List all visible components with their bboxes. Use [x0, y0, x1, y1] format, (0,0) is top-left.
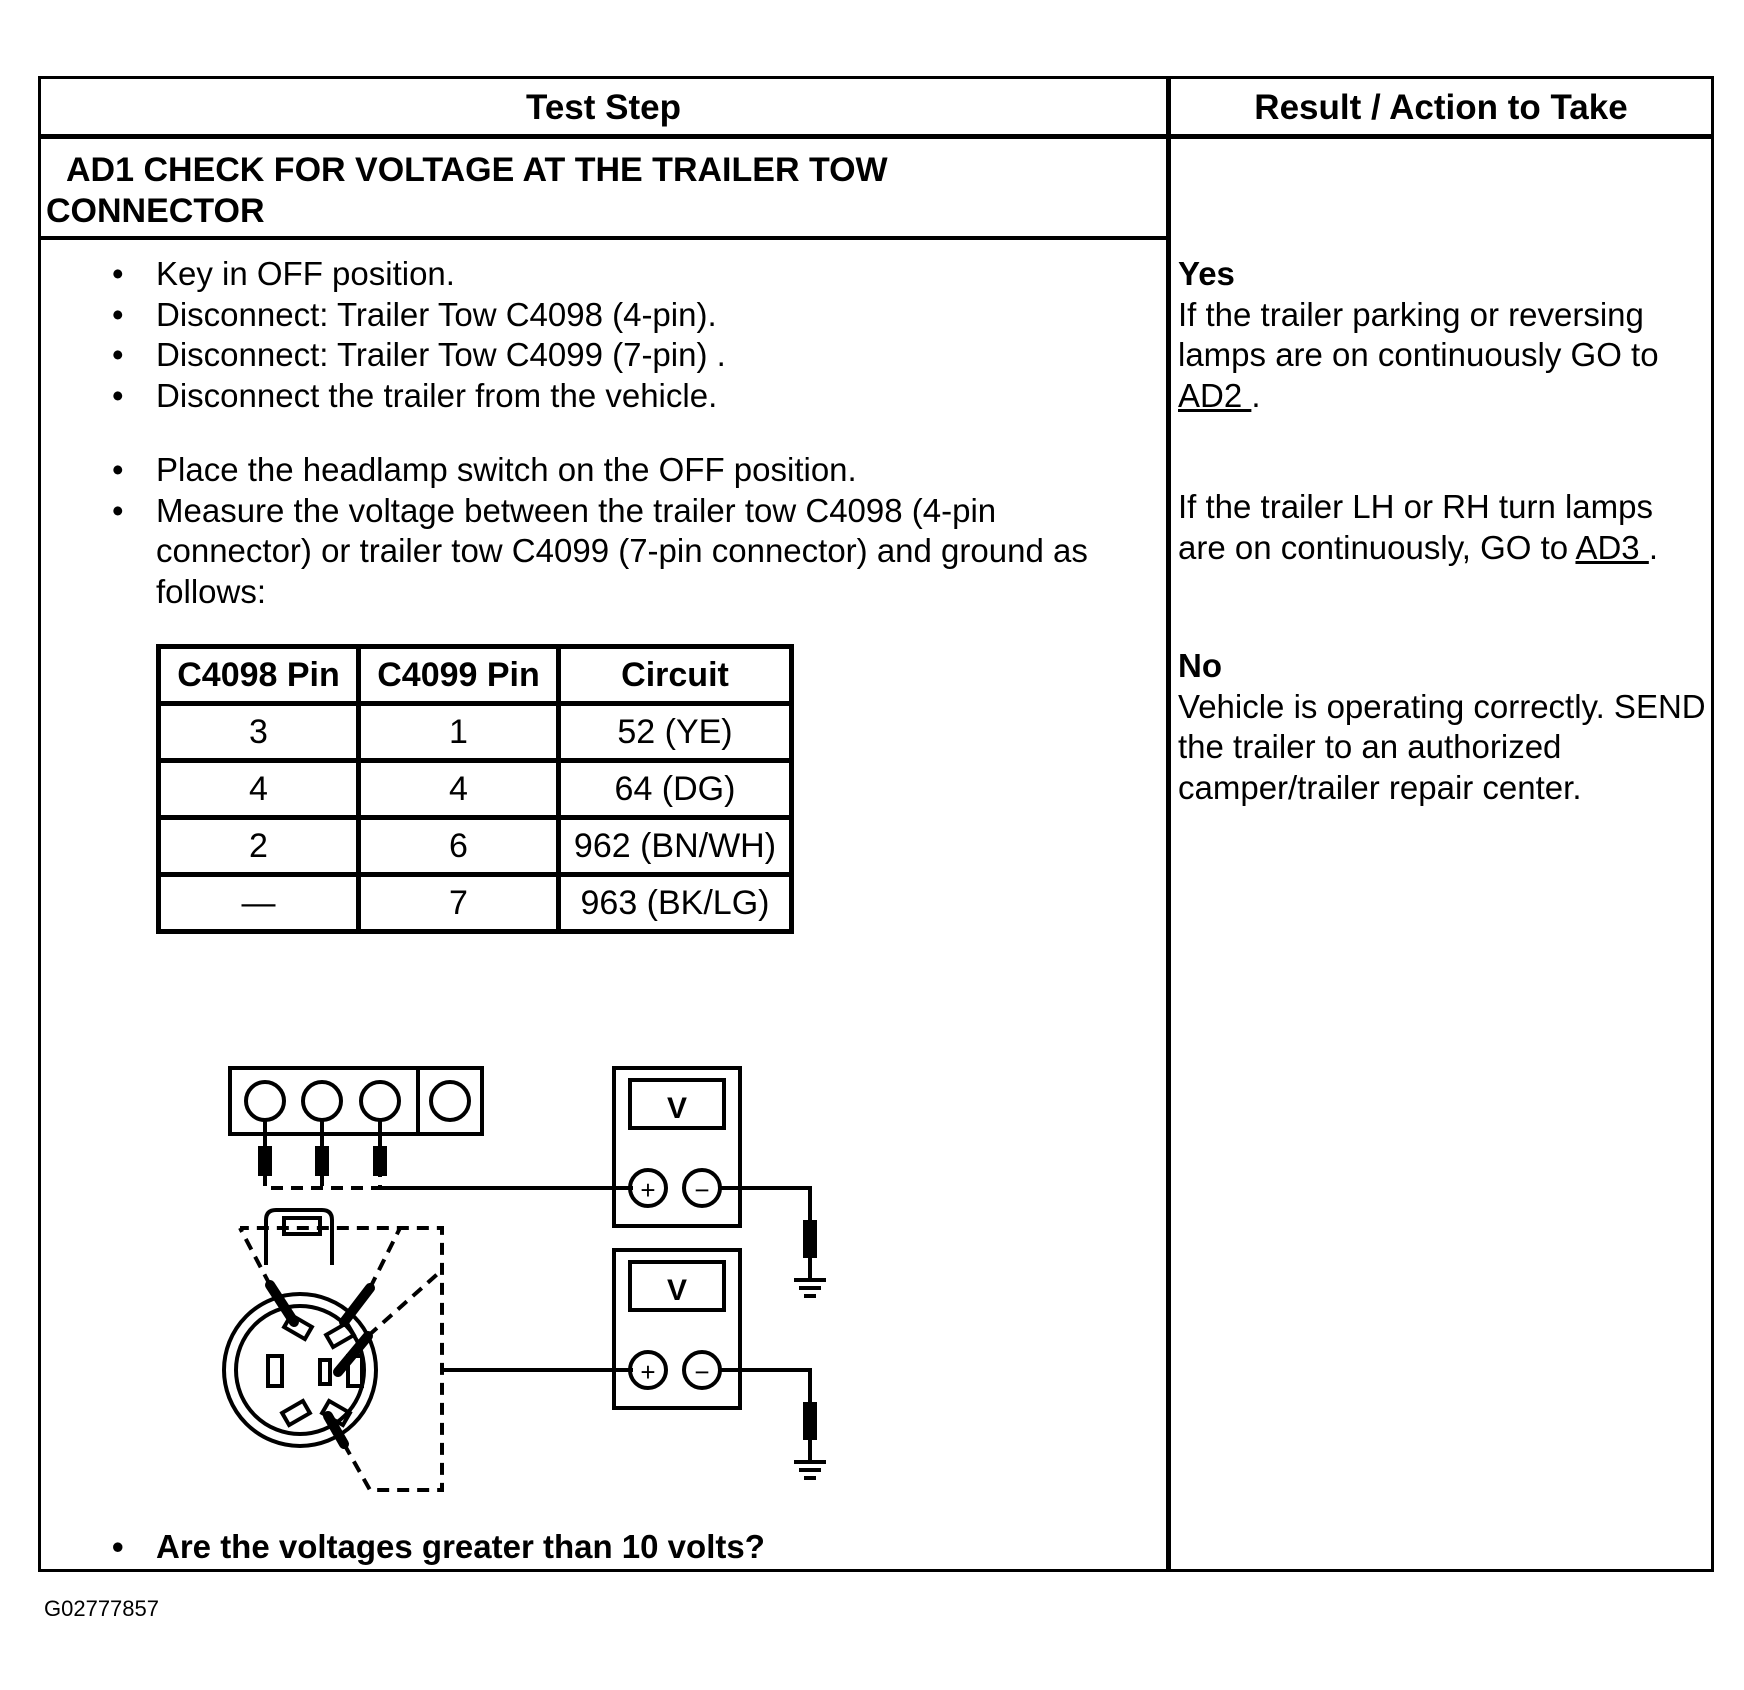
list-item: • Measure the voltage between the trailer tow C4098 (4-pin connector) or trailer tow C4099 (7-pin connector) and ground as follows:	[100, 491, 1140, 613]
table-cell: 6	[359, 818, 559, 875]
list-item: • Place the headlamp switch on the OFF position.	[100, 450, 1140, 491]
pin-table	[156, 644, 794, 934]
table-cell: 2	[159, 818, 359, 875]
no-label: No	[1178, 647, 1222, 684]
table-header-c4098: C4098 Pin	[159, 647, 359, 704]
table-row	[159, 875, 792, 932]
result-action-header: Result / Action to Take	[1254, 88, 1628, 127]
title-divider	[38, 236, 1168, 240]
yes-text-1: If the trailer parking or reversing lamps are on continuously GO to	[1178, 295, 1659, 373]
table-header-circuit: Circuit	[559, 647, 792, 704]
voltmeter-2	[614, 1250, 826, 1478]
step-bullets-2	[100, 450, 1140, 612]
table-cell: 4	[159, 761, 359, 818]
link-ad2[interactable]: AD2	[1178, 376, 1252, 414]
table-cell: 3	[159, 704, 359, 761]
table-row	[159, 761, 792, 818]
figure-id: G02777857	[44, 1596, 159, 1621]
test-step-header: Test Step	[526, 88, 681, 127]
four-pin-connector	[230, 1068, 482, 1134]
list-item: • Are the voltages greater than 10 volts?	[100, 1527, 1140, 1568]
meter-1-label: V	[666, 1092, 688, 1125]
list-item: • Disconnect the trailer from the vehicle.	[100, 376, 1140, 417]
table-cell: 52 (YE)	[559, 704, 792, 761]
header-divider	[38, 134, 1714, 139]
list-item: • Disconnect: Trailer Tow C4099 (7-pin) .	[100, 335, 1140, 376]
table-cell: —	[159, 875, 359, 932]
probe-leads-7pin	[240, 1228, 633, 1490]
table-cell: 64 (DG)	[559, 761, 792, 818]
probe-leads-4pin	[260, 1120, 633, 1188]
meter-2-plus: +	[640, 1357, 656, 1387]
table-row	[159, 818, 792, 875]
table-cell: 7	[359, 875, 559, 932]
step-bullets-1	[100, 254, 1140, 416]
meter-2-label: V	[666, 1274, 688, 1307]
yes-text-2: If the trailer LH or RH turn lamps are on continuously, GO to	[1178, 488, 1653, 566]
table-cell: 1	[359, 704, 559, 761]
table-row	[159, 704, 792, 761]
link-ad3[interactable]: AD3	[1575, 528, 1649, 566]
step-title-line1: AD1 CHECK FOR VOLTAGE AT THE TRAILER TOW	[66, 151, 888, 189]
no-text: Vehicle is operating correctly. SEND the trailer to an authorized camper/trailer repair center.	[1178, 687, 1706, 806]
result-yes-turn	[1178, 487, 1708, 568]
voltmeter-connector-diagram	[220, 1060, 860, 1510]
meter-1-plus: +	[640, 1175, 656, 1205]
meter-1-minus: −	[694, 1175, 710, 1205]
column-divider	[1166, 76, 1171, 1572]
table-cell: 963 (BK/LG)	[559, 875, 792, 932]
yes-label: Yes	[1178, 255, 1235, 292]
result-yes	[1178, 254, 1708, 416]
result-no	[1178, 646, 1708, 808]
table-header-c4099: C4099 Pin	[359, 647, 559, 704]
step-title	[46, 150, 1146, 232]
step-title-line2: CONNECTOR	[46, 192, 265, 230]
list-item: • Disconnect: Trailer Tow C4098 (4-pin).	[100, 295, 1140, 336]
yes-text-2-end: .	[1648, 528, 1658, 566]
step-question	[100, 1527, 1140, 1568]
list-item: • Key in OFF position.	[100, 254, 1140, 295]
meter-2-minus: −	[694, 1357, 710, 1387]
seven-pin-connector	[224, 1210, 376, 1446]
yes-text-1-end: .	[1251, 376, 1261, 414]
table-cell: 4	[359, 761, 559, 818]
table-cell: 962 (BN/WH)	[559, 818, 792, 875]
